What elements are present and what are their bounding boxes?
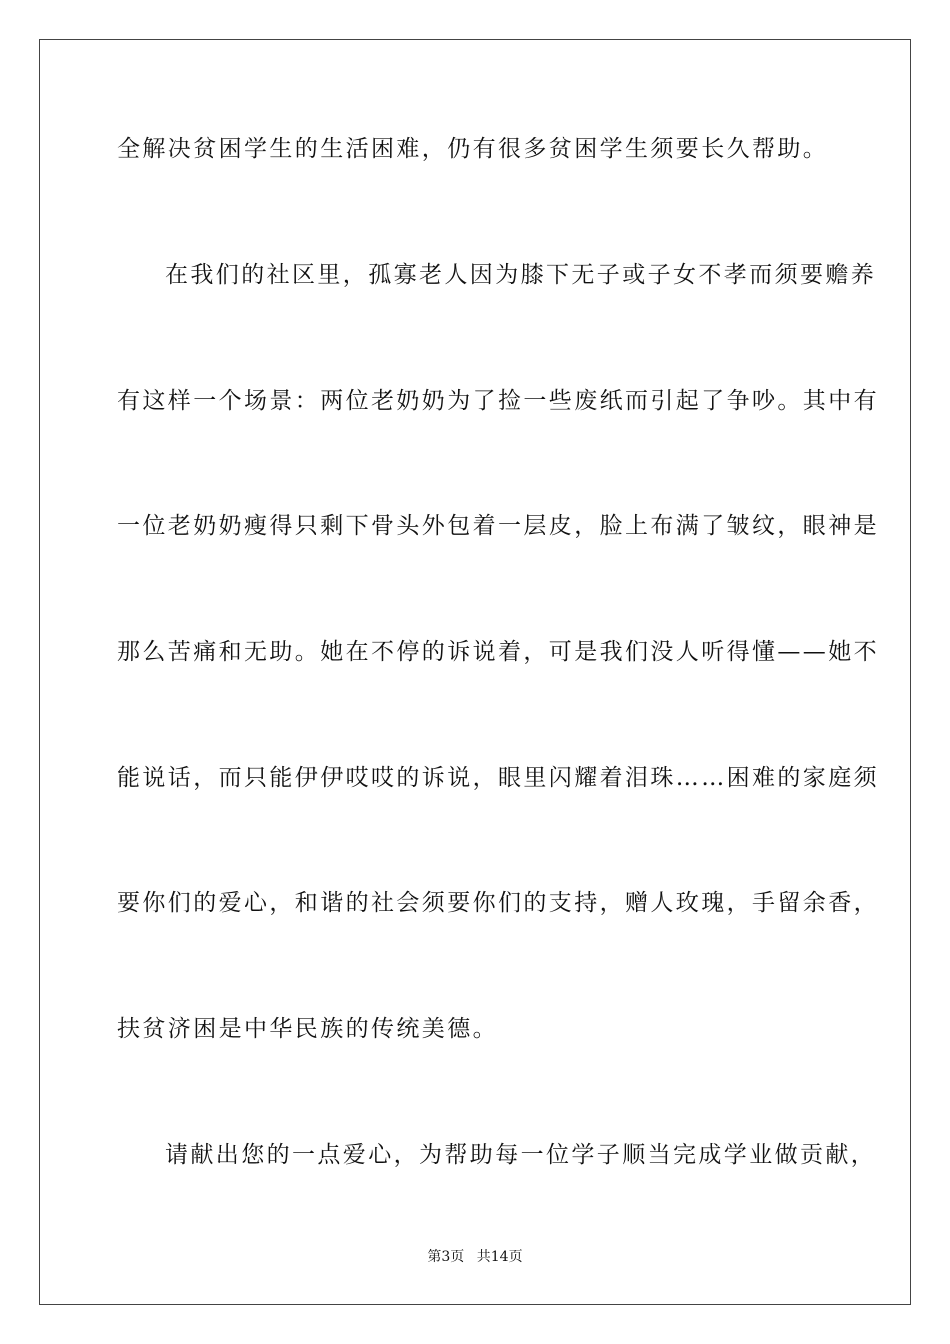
text-line-9: 请献出您的一点爱心，为帮助每一位学子顺当完成学业做贡献， [165,1142,877,1168]
text-line-3: 有这样一个场景：两位老奶奶为了捡一些废纸而引起了争吵。其中有 [117,388,879,414]
text-line-6: 能说话，而只能伊伊哎哎的诉说，眼里闪耀着泪珠……困难的家庭须 [117,765,879,791]
text-line-8: 扶贫济困是中华民族的传统美德。 [117,1016,498,1042]
text-line-4: 一位老奶奶瘦得只剩下骨头外包着一层皮，脸上布满了皱纹，眼神是 [117,513,879,539]
page-frame [39,39,911,1305]
page-total: 共14页 [476,1249,523,1265]
text-line-2: 在我们的社区里，孤寡老人因为膝下无子或子女不孝而须要赡养 [165,262,877,288]
text-line-5: 那么苦痛和无助。她在不停的诉说着，可是我们没人听得懂——她不 [117,639,879,665]
text-line-1: 全解决贫困学生的生活困难，仍有很多贫困学生须要长久帮助。 [117,136,829,162]
page-number: 第3页 [427,1249,465,1265]
page-footer [0,1248,950,1266]
text-line-7: 要你们的爱心，和谐的社会须要你们的支持，赠人玫瑰，手留余香， [117,890,879,916]
